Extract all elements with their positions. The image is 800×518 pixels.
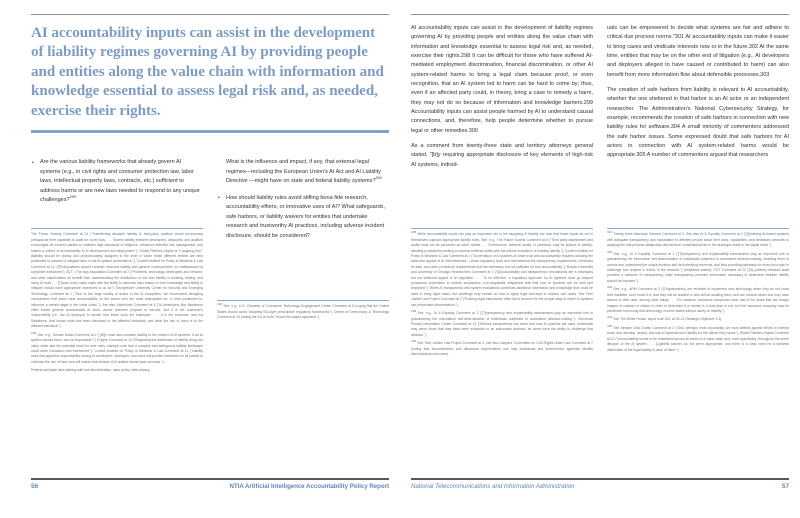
footnote-text: While accountability inputs can play an important role in the assigning of liability, we note that these inputs do not in themselves supplant appropriate liability rules. See, e.g., The Future Society Comment at 8 ("Third party assessment and audits must not be perceived as silver bullets . . . Furthermore, external audits, in particular, may be subject to liability-washing (companies seeking to conduct external audits with the ulterior motivation of evading liability."); Cordell Institute for Policy in Medicine & Law Comment at 1 ("Governance of AI systems is foster trust and accountability requires avoiding the seductive appeal of AI half-measures"—those regulatory tools and mechanisms like transparency requirements, checklists for bias, and other procedural requirements that are necessary but not sufficient for true accountability."); Boston University and University of Chicago Researchers Comment at 2 ("[A]ccountability and transparency mechanisms are a necessary but not sufficient aspect of AI regulation. . . . To be effective, a regulatory approach for AI systems must go beyond procedural protections to include substantive, non-negotiable obligations that limit how AI systems can be built and deployed."); When AI transparency and system evaluations contribute additional information and knowledge that could be used to bring legal cases, the challenge may remain on how to apply legal concepts to modern use cases. See Tech Justice Law Project Comment at 2 ("Existing legal frameworks often fail to account for the unique ways in which AI systems can perpetuate discrimination."). (411, 232, 593, 307)
footnote-body (31, 232, 203, 373)
pullquote-bottom-rule (31, 130, 389, 132)
footnote-ref: 300 (375, 176, 382, 181)
page-number: 56 (31, 483, 39, 490)
question-list-left (31, 158, 203, 206)
footnote-text: See Tech Justice Law Project Comment at 3; see also Lawyers' Committee for Civil Rights Under Law Comment at 7 (noting that documentation and disclosure requirements can help individuals and enforcement agencies identify discriminatory outcomes). (411, 341, 593, 357)
list-item (31, 158, 203, 206)
pullquote-block (31, 14, 389, 133)
footnote-body (217, 304, 389, 320)
footnote-entry (217, 304, 389, 320)
body-column-right (607, 24, 789, 176)
footnote-entry (607, 232, 789, 248)
footnote-text: See The White House, supra note 152, at 20-21 (Strategic Objective 3.3). (613, 317, 723, 322)
footnote-text: See, e.g., Senate Docks Comment at 2 ("[W]e must also consider liability in the context of AI systems. If an AI system causes harm, who is responsible?"); Engine Comment at 10 ("Regarding the distribution of liability along the value chain and the potential need for new rules, startups note that a complex and ambiguous liability landscape could deter innovation and investment."); Cordell Institute for Policy in Medicine & Law Comment at 11 ("Liability rules that apportion responsibility among AI developers, deployers, and users will provide incentives for all parties to minimize the risk of harm and will ensure that victims of AI-related harms have recourse."). (31, 332, 203, 364)
top-rule (31, 14, 389, 15)
footnote-body (607, 232, 789, 353)
footnote-text: See, e.g., AI & Equality Comment at 2 ("[T]ransparency and explainability mechanisms play an important role in guaranteeing the information self-determination of individuals subjected to automated decision-making."); Electronic Privacy Information Center Comment at 12 ("Without transparency into when and how AI systems are used, individuals may never know that they have been subjected to an automated decision, let alone have the ability to challenge that decision."). (411, 311, 593, 337)
footnote-text: See Senator Dick Durbin Comment at 2 ("And, perhaps most importantly, we must defend against efforts to exempt those who develop, deploy, and use AI systems from liability for the harms they cause"); Global Partners Digital Comment at 10 ("Accountability needs to be embedded across all actors in a value chain and, more specifically, throughout the entire lifecycle of the AI system . . . [L]iability waivers do not seem appropriate, and there is a clear need for a dynamic distribution of the legal liability in case of harm."). (607, 325, 789, 352)
question-text: Are the various liability frameworks that already govern AI systems (e.g., in civil rights and consumer protection law, labor laws, intellectual property laws, contracts, etc.) sufficient to address harms or are new laws needed to respond to any unique challenges? (40, 159, 200, 204)
footnote-entry (607, 323, 789, 353)
footer-agency-name: National Telecommunications and Information Administration (411, 483, 575, 490)
body-paragraph: AI accountability inputs can assist in the development of liability regimes governing AI by providing people and entities along the value chain with information and knowledge essential to assess legal risk and, as needed, exercise their rights.298 It can be difficult for those who have suffered AI-mediated employment discrimination, financial discrimination, or other AI system-related harms to bring a legal claim because proof, or even recognition, that an AI system led to harm can be hard to come by; thus, even if an affected party could, in theory, bring a case to remedy a harm, they may not do so because of information and knowledge barriers.299 Accountability inputs can assist people harmed by AI to understand causal connections, and, therefore, help people determine whether to pursue legal or other remedies.300 (411, 25, 593, 134)
footnote-number: 303 (607, 285, 613, 290)
footnote-ref: 299 (69, 195, 76, 200)
top-rule (411, 14, 789, 15)
page-57-body-columns (411, 24, 789, 176)
bullet-marker: • (32, 159, 34, 166)
footnote-entry (31, 330, 203, 366)
footnote-text: Federal and state laws dealing with anti-discrimination, labor policy, data privacy, (31, 368, 151, 373)
page-57-footnotes-right (607, 228, 789, 356)
footnote-text: See, e.g., U.S. Chamber of Commerce Technology Engagement Center Comment at 8 (urging that the United States should avoid "adopting EU-style prescriptive regulatory frameworks"); Center for Democracy & Technology Comment at 15 (noting the EU AI Act's "broad risk-based approach."). (217, 304, 389, 320)
footnote-text: The Future Society Comment at 11 ("Transferring absolute liability to third-party auditors would erroneously presuppose their capability to audit for novel risks. . . . Shared liability between developers, deployers, and auditors encourages all involved parties to maintain high standards of diligence, enhances effective risk management, and fosters a culture of accountability in AI development and deployment."); Global Partners Digital at 3 (arguing that "[l]iability should be clearly and proportionately assigned to the level in which those different entities are best positioned to prevent or mitigate harm in the AI system performance."); Cordell Institute for Policy in Medicine & Law Comment at 11 ("[P]olicymakers should consider vicarious liability and general consequences for malfeasance by corporate executives"); ACT | The App Association Comment at 2 ("Providers, technology developers and vendors, and other stakeholders all benefit from understanding the distribution of risk and liability in building, testing, and using AI tools . . . [T]hose in the value chain with the ability to minimize risks based on their knowledge and ability to mitigate should have appropriate incentives to do so"); Georgetown University Center for Security and Emerging Technology Comment at 1 ("Due to the large variety of actors in the AI ecosystem, we recommend designing mechanisms that place clear accountability on the actors who are most responsible for, or best positioned to, influence a certain stage in the value chain."); See also Salesforce Comment at 8 ("AI developers like Salesforce often create general customizable AI tools, whose intended purpose is low-risk, and it is the customer's responsibility (i.e., the AI deployer) to decide how these tools are employed. . . . It is the customer, and not Salesforce, that knows what has been disclosed to the affected individual, and what the risk of harm is to the affected individual."). (31, 232, 203, 329)
footnote-entry (411, 341, 593, 357)
footnote-body (411, 232, 593, 357)
footnote-number: 298 (411, 230, 417, 235)
footnote-entry (411, 311, 593, 338)
page-56-footnotes-col2 (217, 300, 389, 324)
footnote-entry (607, 287, 789, 314)
footer-rule (31, 478, 389, 480)
question-list-right (217, 158, 389, 241)
list-item (217, 158, 389, 187)
footnote-separator-rule (31, 228, 203, 229)
footnote-entry (607, 249, 789, 285)
footnote-number: 299 (411, 309, 417, 314)
footnote-text: See, e.g., AI & Equality Comment at 2 ("[T]ransparency and explainability mechanisms play an important role in guaranteeing the information self-determination of individuals subjected to automated decision-making, enabling them to access and understand the output decision and its underlying elements, and thus providing pathways for those who wish to challenge and request a review of the decision.") (emphasis added); CDT Comment at 22 ("[A] publicly released audit provides a measure of transparency, while transparency provides information necessary to determine whether liability should be imposed."). (607, 251, 789, 283)
list-item (217, 194, 389, 242)
footnote-text: Twenty-three Attorneys General Comment at 3. See also AI & Equality Comment at 2 ("[E]nabling AI-based systems with adequate transparency and explanation to affected people about their uses, capabilities, and limitations amounts to applying the due process safeguards derived from constitutional law in the analogue world to the digital world."). (607, 232, 789, 248)
bullet-marker: • (218, 195, 220, 202)
body-paragraph: As a comment from twenty-three state and territory attorneys general stated, "[b]y requiring appropriate disclosure of key elements of high-risk AI systems, individ- (411, 143, 593, 168)
footnote-number: 302 (607, 249, 613, 254)
footnote-separator-rule (411, 228, 593, 229)
page-57 (400, 0, 800, 518)
footnote-entry (31, 368, 203, 373)
footnote-number: 305 (607, 323, 613, 328)
footnote-entry (607, 317, 789, 323)
footnote-text: See, e.g., ARM Comment at 3 ("[Organizations] are reluctant to implement new technology when they do not know their liabilities, don't know if or how they will be audited or who will be auditing them, and are unclear about who may have access to their data, among other things . . . For instance, insurance companies have had AI for years that can assign images of crashes or claims in order to determine if a vehicle is a total loss or not, but the insurance company may be prevented from using that technology in some states without clarity on liability."). (607, 287, 789, 313)
footnote-number: 301 (607, 230, 613, 235)
body-column-left (411, 24, 593, 176)
footnote-separator-rule (607, 228, 789, 229)
page-number: 57 (781, 483, 789, 490)
page-57-footer (411, 483, 789, 490)
page-57-top-rule-block (411, 14, 789, 15)
page-56-footnotes-col1 (31, 228, 203, 377)
question-column-right (217, 158, 389, 248)
footer-report-title: NTIA Artificial Intelligence Accountability Policy Report (229, 483, 389, 490)
page-57-footnotes-left (411, 228, 593, 361)
footnote-entry (411, 232, 593, 308)
footer-rule (411, 478, 789, 480)
question-text: How should liability rules avoid stifling bona fide research, accountability efforts, or innovative uses of AI? What safeguards, safe harbors, or liability waivers for entities that undertake research and trustworthy AI practices, including adverse incident disclosure, should be considered? (226, 194, 385, 239)
body-paragraph: uals can be empowered to decide what systems are fair and adhere to critical due process norms."301 AI accountability inputs can make it easier to bring cases and vindicate interests now or in the future.302 At the same time, entities that may be on the other end of litigation (e.g., AI developers and deployers alleged to have caused or contributed to harm) can also benefit from more information flow about defensible processes.303 (607, 25, 789, 78)
footnote-separator-rule (217, 300, 389, 301)
footnote-number: 299 (31, 330, 37, 335)
page-56-footer (31, 483, 389, 490)
footnote-number: 300 (411, 339, 417, 344)
footnote-entry (31, 232, 203, 329)
page-56-pullquote: AI accountability inputs can assist in the development of liability regimes governing AI by providing people and entities along the value chain with information and knowledge essential to assess legal risk and, as needed, exercise their rights. (31, 25, 384, 119)
body-paragraph: The creation of safe harbors from liability is relevant to AI accountability, whether the one sheltered in that harbor is an AI actor or an independent researcher. The Administration's National Cybersecurity Strategy, for example, recommends the creation of safe harbors in connection with new liability rules for software.304 A small minority of commenters addressed the safe harbor issues. Some expressed doubt that safe harbors for AI actors in connection with AI system-related harms would be appropriate.305 A number of commenters argued that researchers (607, 87, 789, 159)
footnote-number: 300 (217, 302, 223, 307)
question-text: What is the influence and impact, if any, that external legal regimes—including the European Union's AI Act and AI Liability Directive —might have on state and federal liability systems? (226, 159, 381, 185)
footnote-number: 304 (607, 315, 613, 320)
